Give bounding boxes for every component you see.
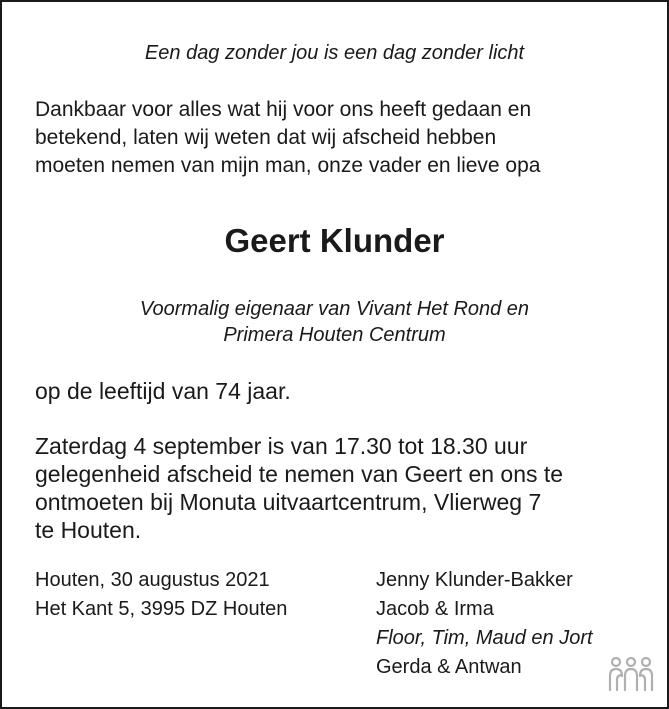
motto: Een dag zonder jou is een dag zonder licht xyxy=(144,42,525,64)
deceased-subtitle: Voormalig eigenaar van Vivant Het Rond en Primera Houten Centrum xyxy=(139,298,530,346)
place-date: Houten, 30 augustus 2021 xyxy=(35,569,270,591)
family-signatures xyxy=(376,566,593,682)
family-line-4: Gerda & Antwan xyxy=(376,656,522,678)
family-icon xyxy=(608,656,654,692)
address: Het Kant 5, 3995 DZ Houten xyxy=(35,598,288,620)
family-line-2: Jacob & Irma xyxy=(376,598,494,620)
family-line-3: Floor, Tim, Maud en Jort xyxy=(376,627,593,649)
intro-text: Dankbaar voor alles wat hij voor ons heeft gedaan en betekend, laten wij weten dat wij afscheid hebben moeten nemen van mijn man, onze vader en lieve opa xyxy=(35,98,541,177)
age-line: op de leeftijd van 74 jaar. xyxy=(35,378,291,404)
ceremony-details: Zaterdag 4 september is van 17.30 tot 18.30 uur gelegenheid afscheid te nemen van Geert en ons te ontmoeten bij Monuta uitvaartcentrum, Vlierweg 7 te Houten. xyxy=(35,433,564,543)
family-line-1: Jenny Klunder-Bakker xyxy=(376,569,573,591)
signoff-location xyxy=(35,566,287,624)
deceased-name: Geert Klunder xyxy=(224,222,445,259)
